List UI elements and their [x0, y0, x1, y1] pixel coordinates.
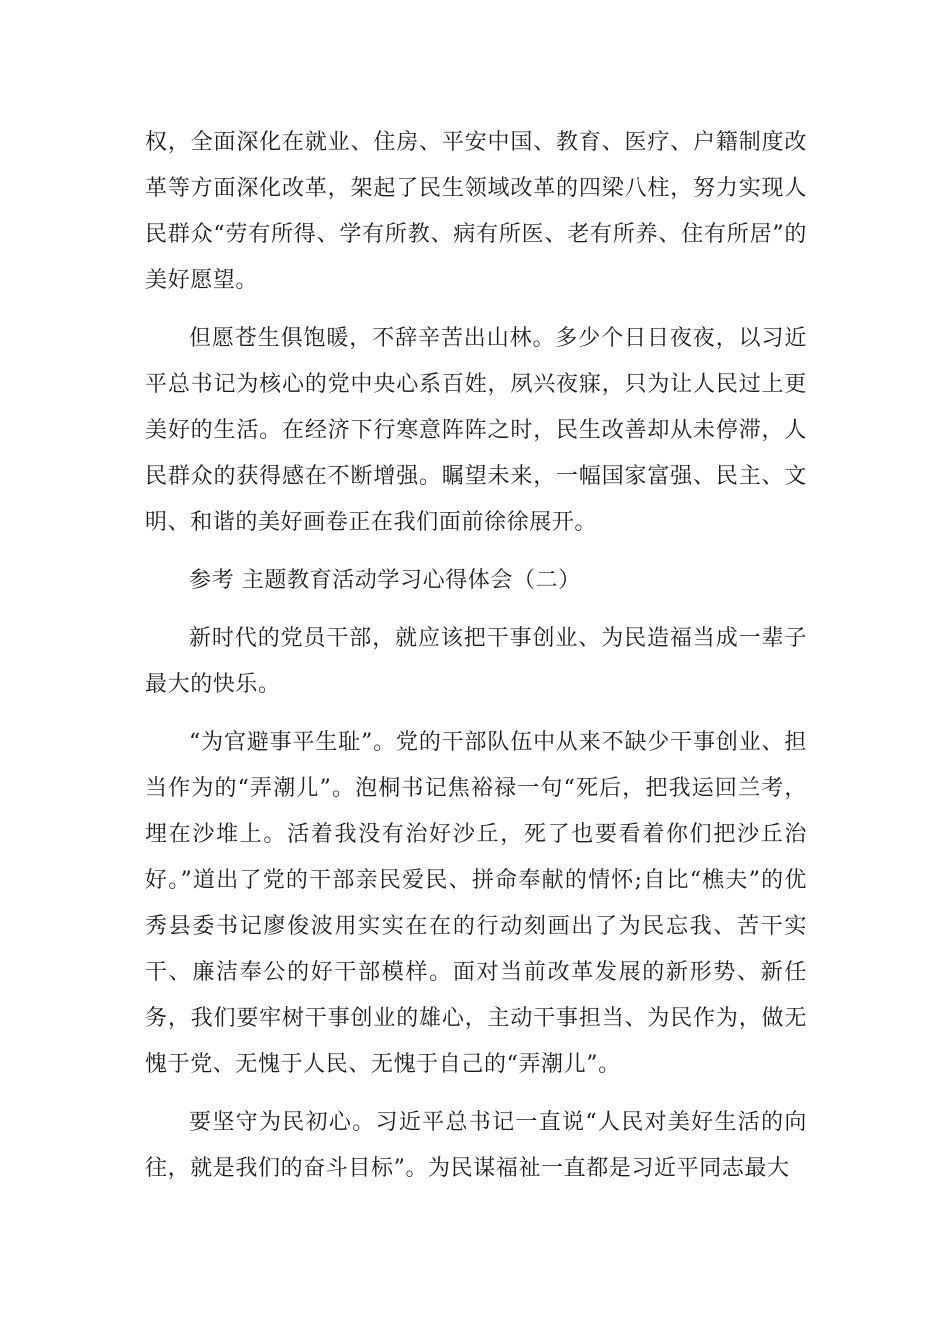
document-body — [145, 120, 807, 1204]
paragraph-new-era-cadres: 新时代的党员干部，就应该把干事创业、为民造福当成一辈子最大的快乐。 — [145, 626, 807, 697]
section-heading: 参考 主题教育活动学习心得体会（二） — [189, 568, 581, 593]
paragraph-livelihood: 但愿苍生俱饱暖，不辞辛苦出山林。多少个日日夜夜，以习近平总书记为核心的党中央心系百姓，夙兴夜寐，只为让人民过上更美好的生活。在经济下行寒意阵阵之时，民生改善却从未停滞，人民群众的获得感在不断增强。瞩望未来，一幅国家富强、民主、文明、和谐的美好画卷正在我们面前徐徐展开。 — [145, 326, 807, 535]
paragraph-reform-continuation: 权，全面深化在就业、住房、平安中国、教育、医疗、户籍制度改革等方面深化改革，架起了民生领域改革的四梁八柱，努力实现人民群众“劳有所得、学有所教、病有所医、老有所养、住有所居”的美好愿望。 — [145, 130, 807, 293]
paragraph-trendsetters: “为官避事平生耻”。党的干部队伍中从来不缺少干事创业、担当作为的“弄潮儿”。泡桐书记焦裕禄一句“死后，把我运回兰考，埋在沙堆上。活着我没有治好沙丘，死了也要看着你们把沙丘治好。”道出了党的干部亲民爱民、拼命奉献的情怀;自比“樵夫”的优秀县委书记廖俊波用实实在在的行动刻画出了为民忘我、苦干实干、廉洁奉公的好干部模样。面对当前改革发展的新形势、新任务，我们要牢树干事创业的雄心，主动干事担当、为民作为，做无愧于党、无愧于人民、无愧于自己的“弄潮儿”。 — [145, 730, 807, 1077]
paragraph-original-aspiration: 要坚守为民初心。习近平总书记一直说“人民对美好生活的向往，就是我们的奋斗目标”。为民谋福祉一直都是习近平同志最大 — [145, 1110, 807, 1181]
